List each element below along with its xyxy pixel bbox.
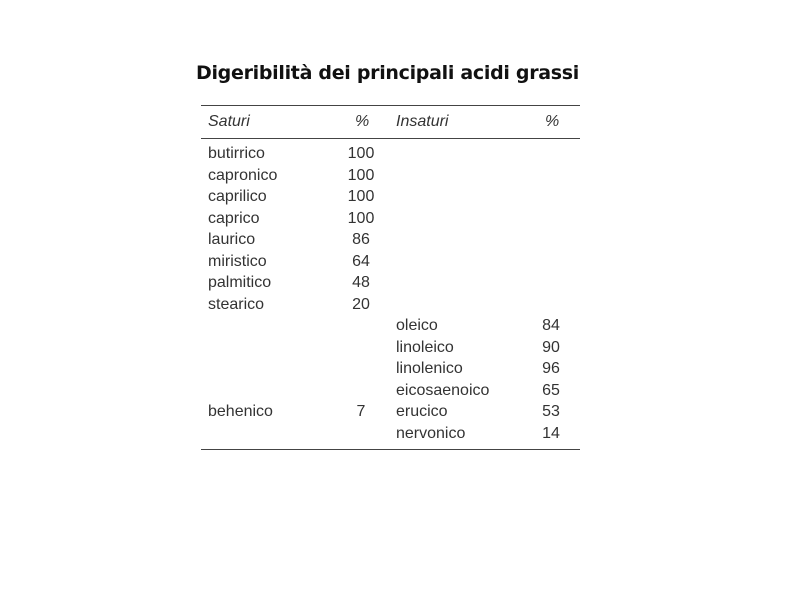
saturated-percent-cell: 100 [347, 188, 375, 205]
saturated-percent-cell: 7 [356, 403, 366, 420]
unsaturated-percent-cell: 84 [542, 317, 560, 334]
saturated-name-cell: palmitico [208, 274, 272, 291]
header-unsaturated: Insaturi [396, 113, 449, 130]
unsaturated-name-cell: eicosaenoico [396, 382, 490, 399]
header-saturated-percent: % [355, 113, 370, 130]
top-rule [201, 105, 580, 106]
saturated-name-cell: butirrico [208, 145, 265, 162]
unsaturated-percent-cell: 90 [542, 339, 560, 356]
saturated-percent-cell: 20 [352, 296, 370, 313]
saturated-name-cell: caprico [208, 210, 260, 227]
saturated-percent-cell: 86 [352, 231, 370, 248]
header-rule [201, 138, 580, 139]
unsaturated-name-cell: linoleico [396, 339, 454, 356]
unsaturated-name-cell: linolenico [396, 360, 463, 377]
saturated-percent-cell: 100 [347, 145, 375, 162]
bottom-rule [201, 449, 580, 450]
saturated-name-cell: miristico [208, 253, 267, 270]
saturated-name-cell: laurico [208, 231, 256, 248]
table-title: Digeribilità dei principali acidi grassi [196, 62, 580, 84]
unsaturated-percent-cell: 96 [542, 360, 560, 377]
unsaturated-name-cell: nervonico [396, 425, 466, 442]
unsaturated-percent-cell: 65 [542, 382, 560, 399]
saturated-percent-cell: 48 [352, 274, 370, 291]
saturated-percent-cell: 100 [347, 210, 375, 227]
saturated-percent-cell: 64 [352, 253, 370, 270]
unsaturated-name-cell: oleico [396, 317, 438, 334]
saturated-name-cell: caprilico [208, 188, 267, 205]
unsaturated-name-cell: erucico [396, 403, 448, 420]
unsaturated-percent-cell: 53 [542, 403, 560, 420]
saturated-name-cell: behenico [208, 403, 273, 420]
saturated-name-cell: capronico [208, 167, 278, 184]
header-saturated: Saturi [208, 113, 250, 130]
unsaturated-percent-cell: 14 [542, 425, 560, 442]
saturated-name-cell: stearico [208, 296, 265, 313]
saturated-percent-cell: 100 [347, 167, 375, 184]
header-unsaturated-percent: % [545, 113, 560, 130]
